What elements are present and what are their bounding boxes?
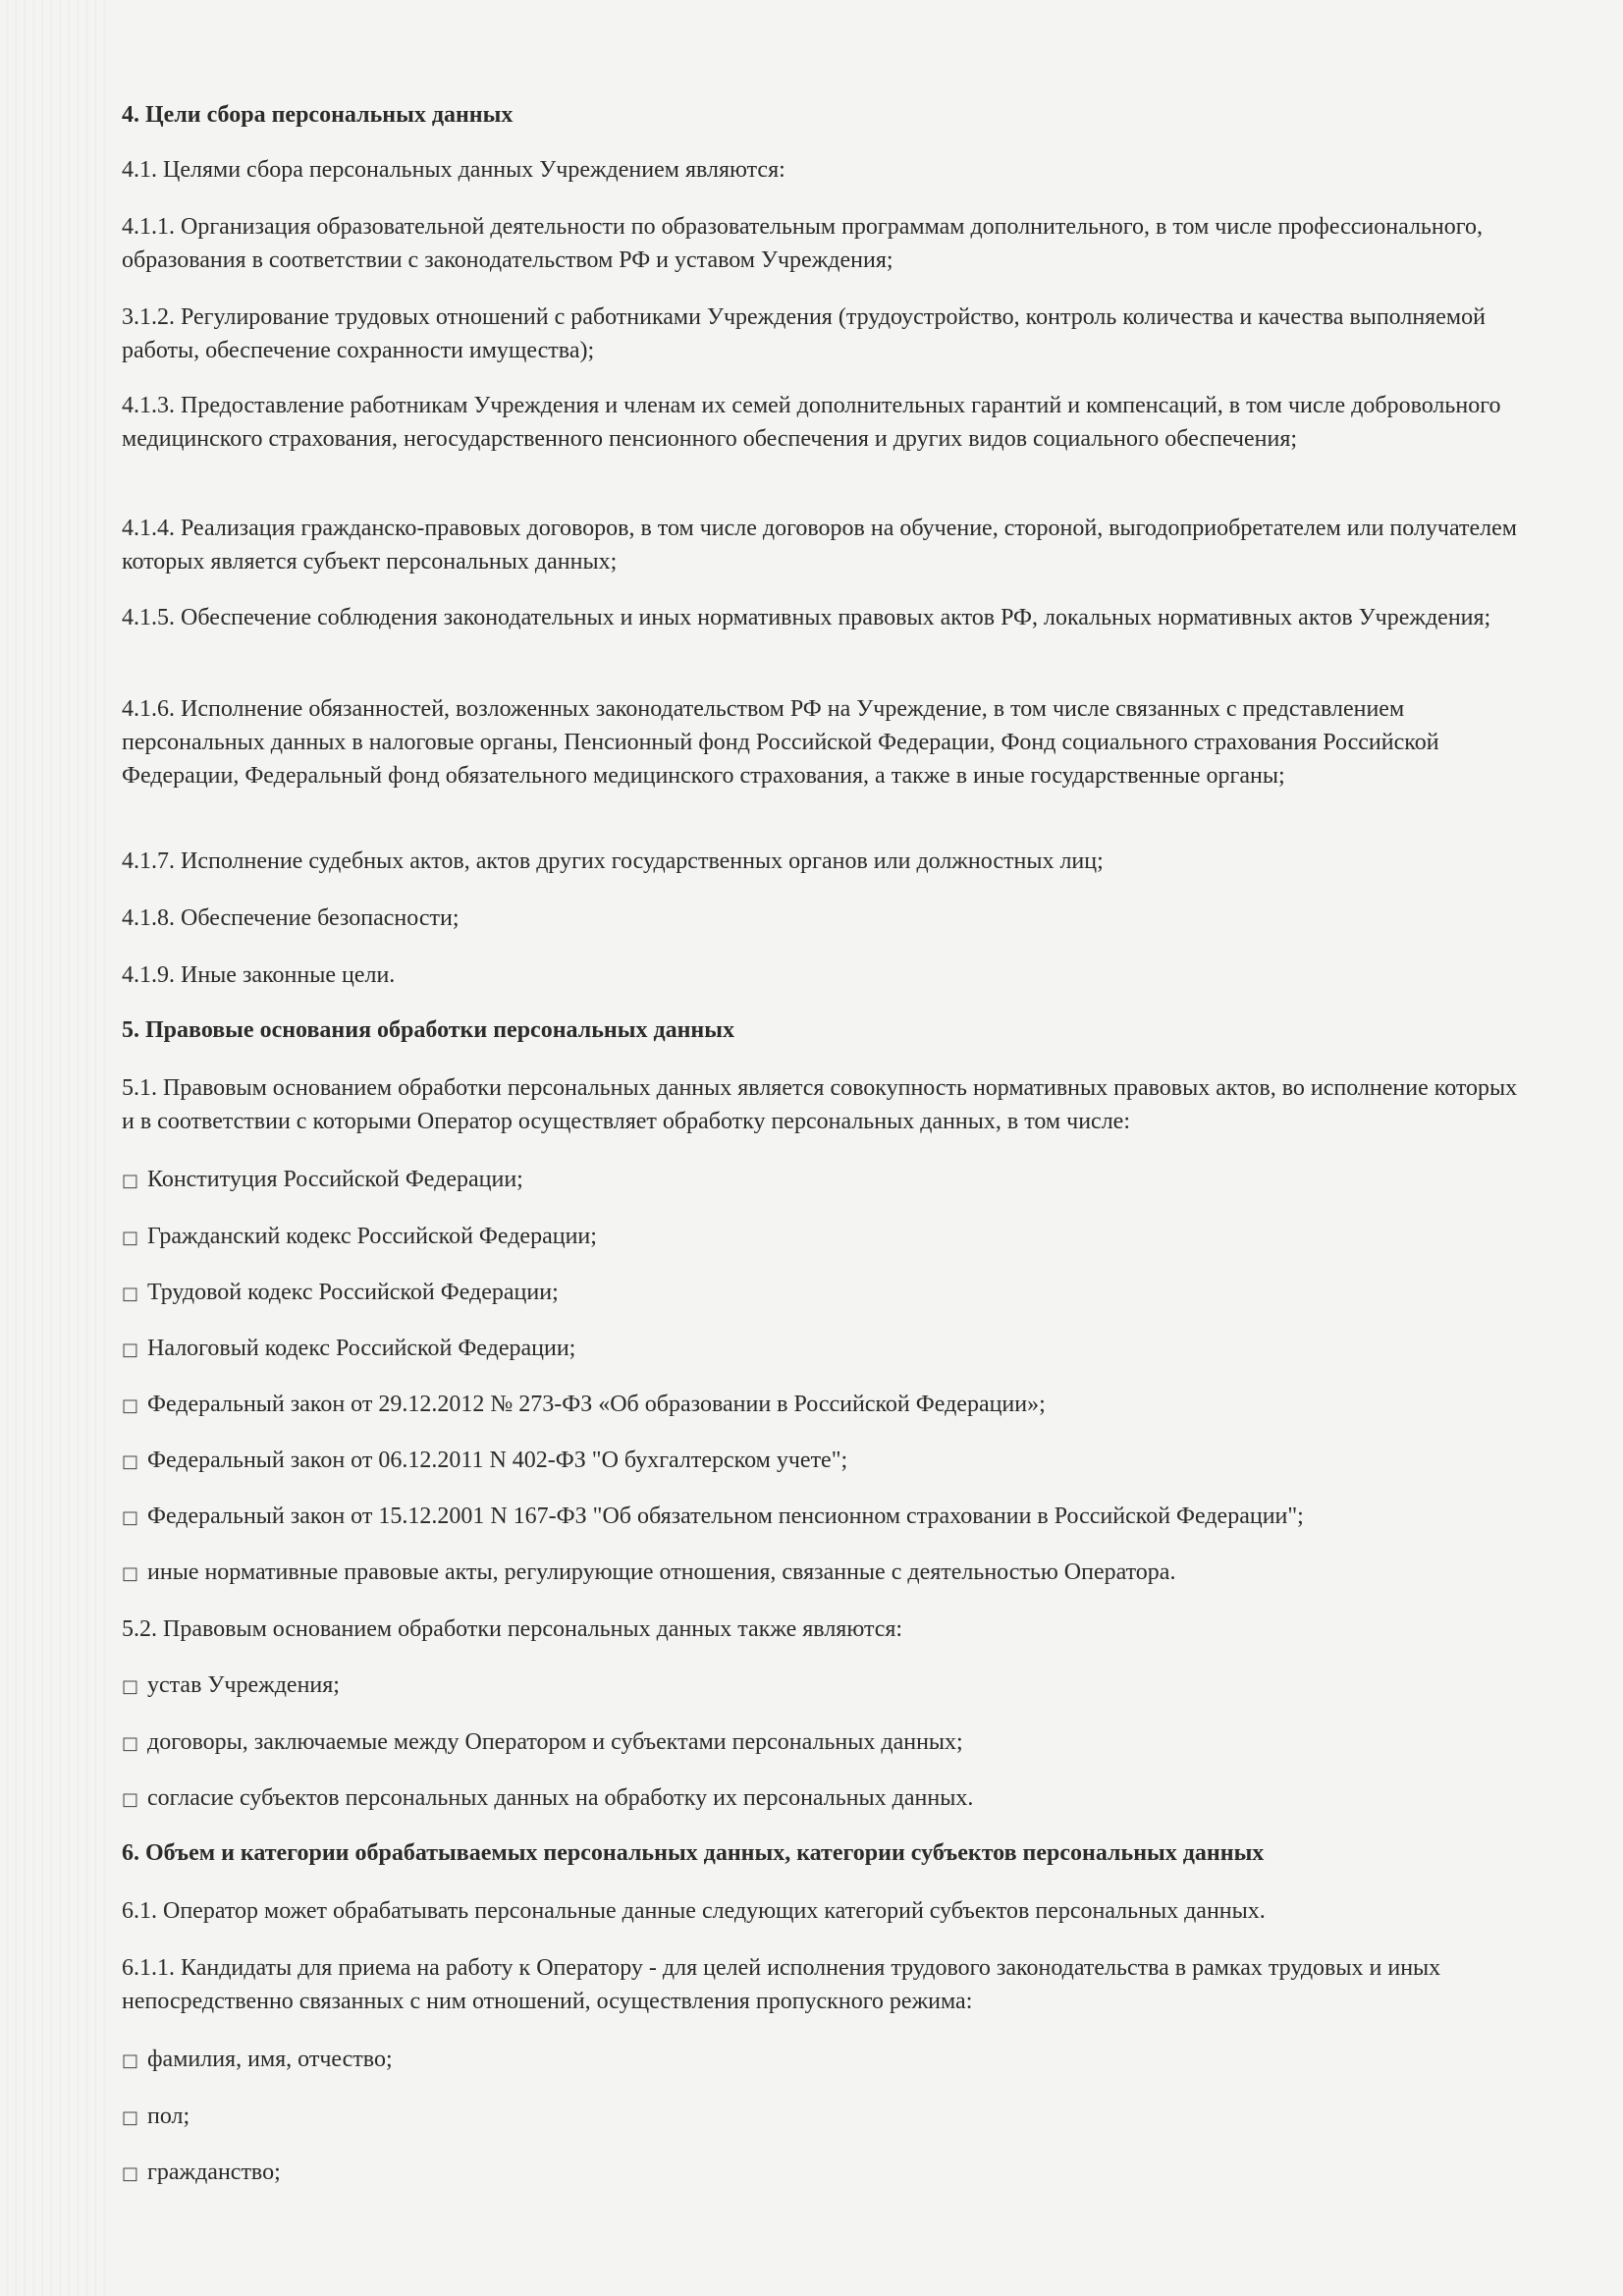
- paragraph-4-1-9: 4.1.9. Иные законные цели.: [122, 962, 396, 988]
- paragraph-4-1: 4.1. Целями сбора персональных данных Учреждением являются:: [122, 157, 785, 183]
- section-4-heading: 4. Цели сбора персональных данных: [122, 102, 514, 128]
- paragraph-3-1-2: 3.1.2. Регулирование трудовых отношений с работниками Учреждения (трудоустройство, контроль количества и качества выполняемой работы, обеспечение сохранности имущества);: [122, 304, 1486, 363]
- list-item: □ иные нормативные правовые акты, регулирующие отношения, связанные с деятельностью Оператора.: [122, 1556, 1175, 1591]
- list-item: □ Федеральный закон от 15.12.2001 N 167-ФЗ "Об обязательном пенсионном страховании в Российской Федерации";: [122, 1500, 1304, 1535]
- section-5-heading: 5. Правовые основания обработки персональных данных: [122, 1017, 734, 1043]
- paragraph-5-2: 5.2. Правовым основанием обработки персональных данных также являются:: [122, 1616, 903, 1642]
- paragraph-4-1-7: 4.1.7. Исполнение судебных актов, актов других государственных органов или должностных лиц;: [122, 848, 1104, 874]
- paragraph-4-1-6: 4.1.6. Исполнение обязанностей, возложенных законодательством РФ на Учреждение, в том числе связанных с представлением персональных данных в налоговые органы, Пенсионный фонд Российской Федерации, Фонд социального страхования Российской Федерации, Федеральный фонд обязательного медицинского страхования, а также в иные государственные органы;: [122, 696, 1439, 789]
- paragraph-5-1: 5.1. Правовым основанием обработки персональных данных является совокупность нормативных правовых актов, во исполнение которых и в соответствии с которыми Оператор осуществляет обработку персональных данных, в том числе:: [122, 1075, 1518, 1134]
- list-item: □ Федеральный закон от 06.12.2011 N 402-ФЗ "О бухгалтерском учете";: [122, 1444, 847, 1479]
- paragraph-4-1-3: 4.1.3. Предоставление работникам Учреждения и членам их семей дополнительных гарантий и компенсаций, в том числе добровольного медицинского страхования, негосударственного пенсионного обеспечения и других видов социального обеспечения;: [122, 393, 1501, 452]
- section-6-heading: 6. Объем и категории обрабатываемых персональных данных, категории субъектов персональных данных: [122, 1840, 1265, 1866]
- list-item: □ Трудовой кодекс Российской Федерации;: [122, 1276, 559, 1311]
- list-item: □ согласие субъектов персональных данных на обработку их персональных данных.: [122, 1781, 973, 1817]
- list-item: □ фамилия, имя, отчество;: [122, 2043, 393, 2078]
- list-item: □ гражданство;: [122, 2156, 281, 2191]
- paragraph-4-1-5: 4.1.5. Обеспечение соблюдения законодательных и иных нормативных правовых актов РФ, локальных нормативных актов Учреждения;: [122, 605, 1491, 630]
- paragraph-4-1-1: 4.1.1. Организация образовательной деятельности по образовательным программам дополнительного, в том числе профессионального, образования в соответствии с законодательством РФ и уставом Учреждения;: [122, 214, 1483, 273]
- list-item: □ договоры, заключаемые между Оператором и субъектами персональных данных;: [122, 1725, 963, 1761]
- paragraph-6-1-1: 6.1.1. Кандидаты для приема на работу к Оператору - для целей исполнения трудового законодательства в рамках трудовых и иных непосредственно связанных с ним отношений, осуществления пропускного режима:: [122, 1955, 1441, 2014]
- scan-margin-noise: [0, 0, 108, 2296]
- list-item: □ Гражданский кодекс Российской Федерации;: [122, 1220, 597, 1255]
- list-item: □ пол;: [122, 2100, 189, 2135]
- paragraph-4-1-8: 4.1.8. Обеспечение безопасности;: [122, 905, 460, 931]
- list-item: □ устав Учреждения;: [122, 1668, 340, 1704]
- list-item: □ Налоговый кодекс Российской Федерации;: [122, 1332, 575, 1367]
- paragraph-4-1-4: 4.1.4. Реализация гражданско-правовых договоров, в том числе договоров на обучение, стороной, выгодоприобретателем или получателем которых является субъект персональных данных;: [122, 516, 1517, 574]
- list-item: □ Конституция Российской Федерации;: [122, 1163, 523, 1198]
- list-item: □ Федеральный закон от 29.12.2012 № 273-ФЗ «Об образовании в Российской Федерации»;: [122, 1388, 1046, 1423]
- paragraph-6-1: 6.1. Оператор может обрабатывать персональные данные следующих категорий субъектов персональных данных.: [122, 1898, 1266, 1924]
